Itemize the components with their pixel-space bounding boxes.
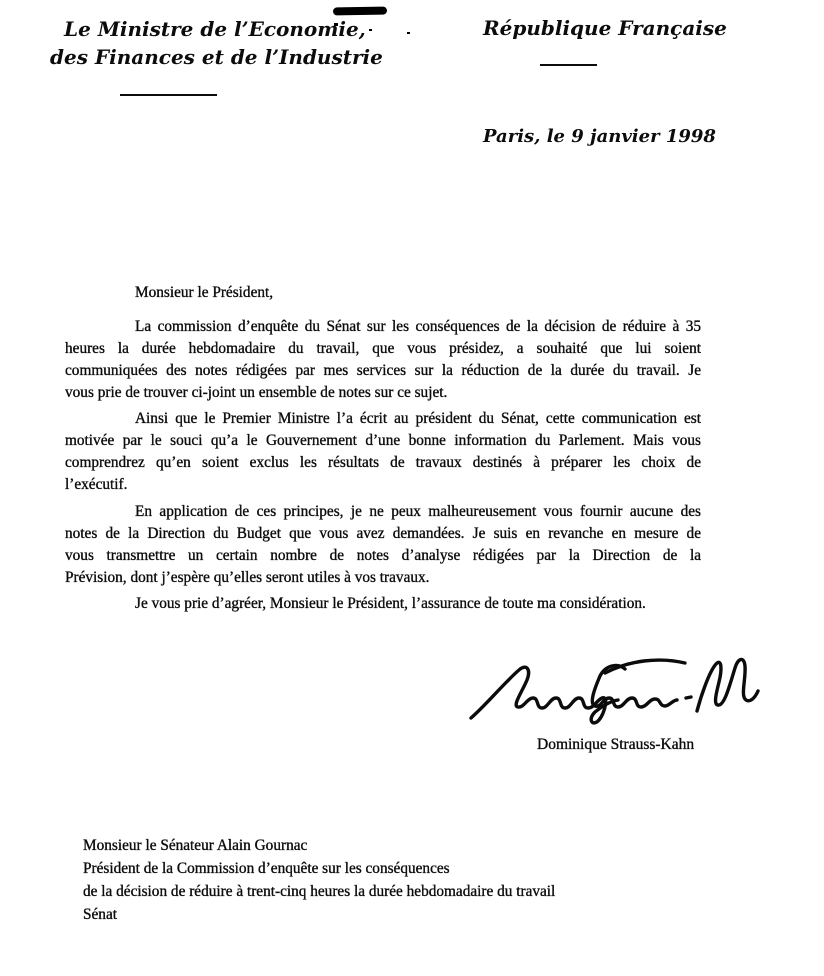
paragraph-line: vous transmettre un certain nombre de notes d’analyse rédigées par la Direction de la [65, 547, 701, 564]
paragraph-2 [65, 408, 701, 496]
dateline: Paris, le 9 janvier 1998 [483, 126, 716, 147]
paragraph-1 [65, 316, 701, 404]
recipient-line: Sénat [83, 906, 117, 923]
recipient-line: Monsieur le Sénateur Alain Gournac [83, 837, 308, 854]
salutation: Monsieur le Président, [135, 284, 274, 301]
paragraph-line: Prévision, dont j’espère qu’elles seront utiles à vos travaux. [65, 569, 430, 586]
paragraph-line: comprendrez qu’en soient exclus les résultats de travaux destinés à préparer les choix de [65, 454, 701, 471]
paragraph-3 [65, 501, 701, 589]
paragraph-line: communiquées des notes rédigées par mes services sur la réduction de la durée du travail. Je [65, 362, 701, 379]
recipient-line: de la décision de réduire à trent-cinq heures la durée hebdomadaire du travail [83, 883, 556, 900]
sender-title-line1: Le Ministre de l’Economie, [64, 17, 366, 41]
paragraph-line: La commission d’enquête du Sénat sur les conséquences de la décision de réduire à 35 [135, 318, 701, 335]
recipient-line: Président de la Commission d’enquête sur les conséquences [83, 860, 450, 877]
paragraph-line: Ainsi que le Premier Ministre l’a écrit au président du Sénat, cette communication est [135, 410, 701, 427]
handwritten-signature-icon [455, 648, 765, 738]
scan-speck [407, 32, 410, 34]
paragraph-line: l’exécutif. [65, 476, 128, 493]
paragraph-line: vous prie de trouver ci-joint un ensemble de notes sur ce sujet. [65, 384, 448, 401]
paragraph-line: motivée par le souci qu’a le Gouvernement d’une bonne information du Parlement. Mais vous [65, 432, 701, 449]
republic-divider-rule [540, 64, 597, 66]
paragraph-line: En application de ces principes, je ne peux malheureusement vous fournir aucune des [135, 503, 701, 520]
recipient-address [83, 834, 555, 926]
scan-speck [369, 29, 372, 31]
signer-name: Dominique Strauss-Kahn [537, 736, 695, 753]
republic-title: République Française [483, 16, 727, 40]
sender-title-line2: des Finances et de l’Industrie [50, 45, 383, 69]
paragraph-line: notes de la Direction du Budget que vous avez demandées. Je suis en revanche en mesure de [65, 525, 701, 542]
sender-divider-rule [120, 94, 217, 96]
paragraph-line: heures la durée hebdomadaire du travail, que vous présidez, a souhaité que lui soient [65, 340, 701, 357]
closing-line: Je vous prie d’agréer, Monsieur le Président, l’assurance de toute ma considération. [135, 595, 646, 612]
scan-smudge-bar [333, 7, 387, 16]
